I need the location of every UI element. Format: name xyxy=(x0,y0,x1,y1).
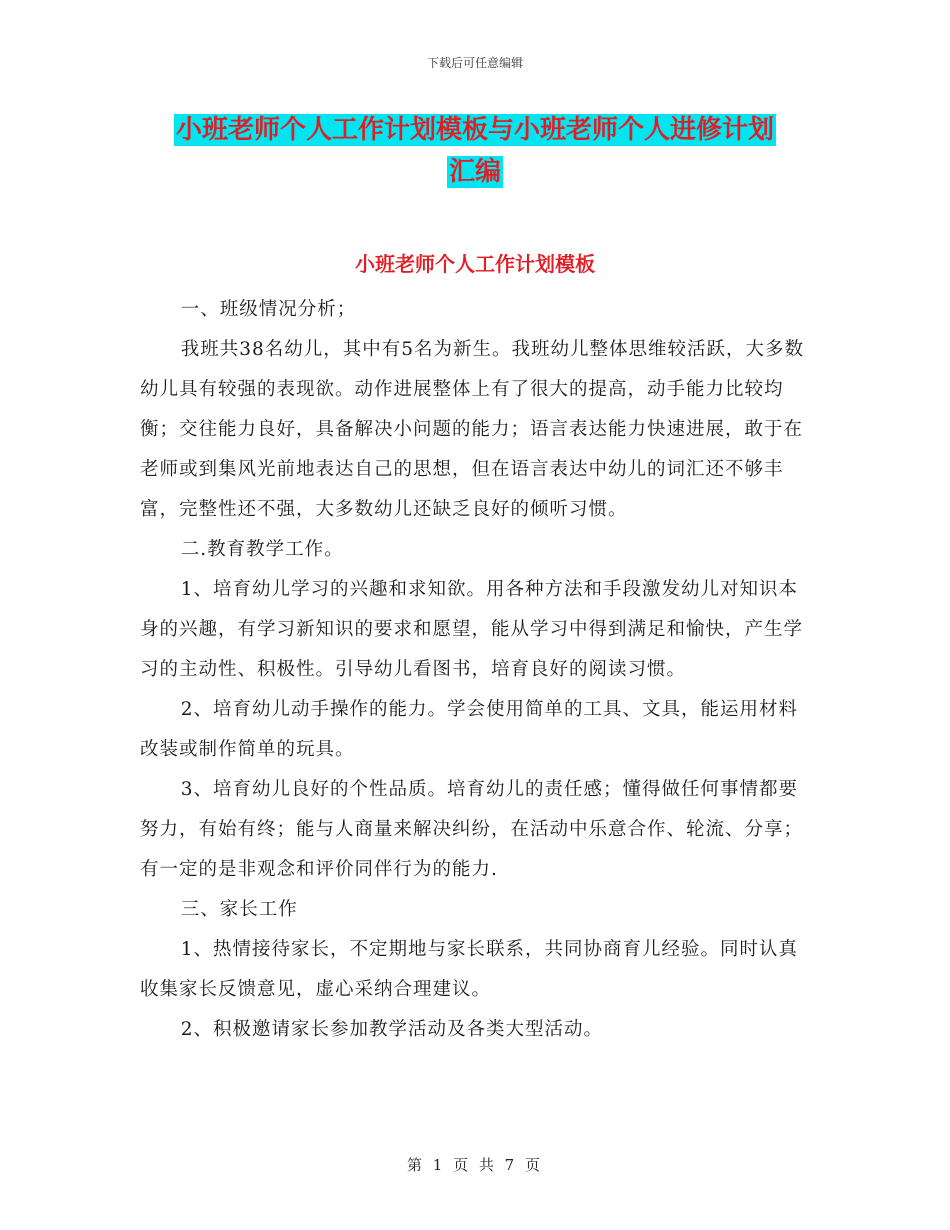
document-title-line1 xyxy=(0,110,950,150)
header-note: 下载后可任意编辑 xyxy=(426,56,523,70)
title-text-line2: 汇编 xyxy=(448,157,501,187)
paragraph-class-analysis: 我班共38名幼儿，其中有5名为新生。我班幼儿整体思维较活跃，大多数幼儿具有较强的表现欲。动作进展整体上有了很大的提高，动手能力比较均衡；交往能力良好，具备解决小问题的能力；语言表达能力快速进展，敢于在老师或到集风光前地表达自己的思想，但在语言表达中幼儿的词汇还不够丰富，完整性还不强，大多数幼儿还缺乏良好的倾听习惯。 xyxy=(140,339,805,520)
paragraph-parents-item-1: 1、热情接待家长，不定期地与家长联系，共同协商育儿经验。同时认真收集家长反馈意见，虚心采纳合理建议。 xyxy=(140,939,798,1000)
paragraph-teaching-item-1: 1、培育幼儿学习的兴趣和求知欲。用各种方法和手段激发幼儿对知识本身的兴趣，有学习新知识的要求和愿望，能从学习中得到满足和愉快，产生学习的主动性、积极性。引导幼儿看图书，培育良好的阅读习惯。 xyxy=(140,579,804,680)
page-footer: 第 1 页 共 7 页 xyxy=(407,1156,543,1174)
section-title: 小班老师个人工作计划模板 xyxy=(355,252,595,276)
paragraph-teaching-heading: 二.教育教学工作。 xyxy=(180,539,344,560)
paragraph-class-analysis-heading: 一、班级情况分析； xyxy=(180,299,357,320)
paragraph-teaching-item-3: 3、培育幼儿良好的个性品质。培育幼儿的责任感；懂得做任何事情都要努力，有始有终；能与人商量来解决纠纷，在活动中乐意合作、轮流、分享；有一定的是非观念和评价同伴行为的能力. xyxy=(140,779,804,880)
document-title-line2 xyxy=(0,152,950,192)
paragraph-parents-heading: 三、家长工作 xyxy=(180,899,298,920)
document-body xyxy=(140,290,812,1050)
title-text-line1: 小班老师个人工作计划模板与小班老师个人进修计划 xyxy=(175,115,774,145)
paragraph-teaching-item-2: 2、培育幼儿动手操作的能力。学会使用简单的工具、文具，能运用材料改装或制作简单的玩具。 xyxy=(140,699,798,760)
paragraph-parents-item-2: 2、积极邀请家长参加教学活动及各类大型活动。 xyxy=(180,1019,603,1040)
